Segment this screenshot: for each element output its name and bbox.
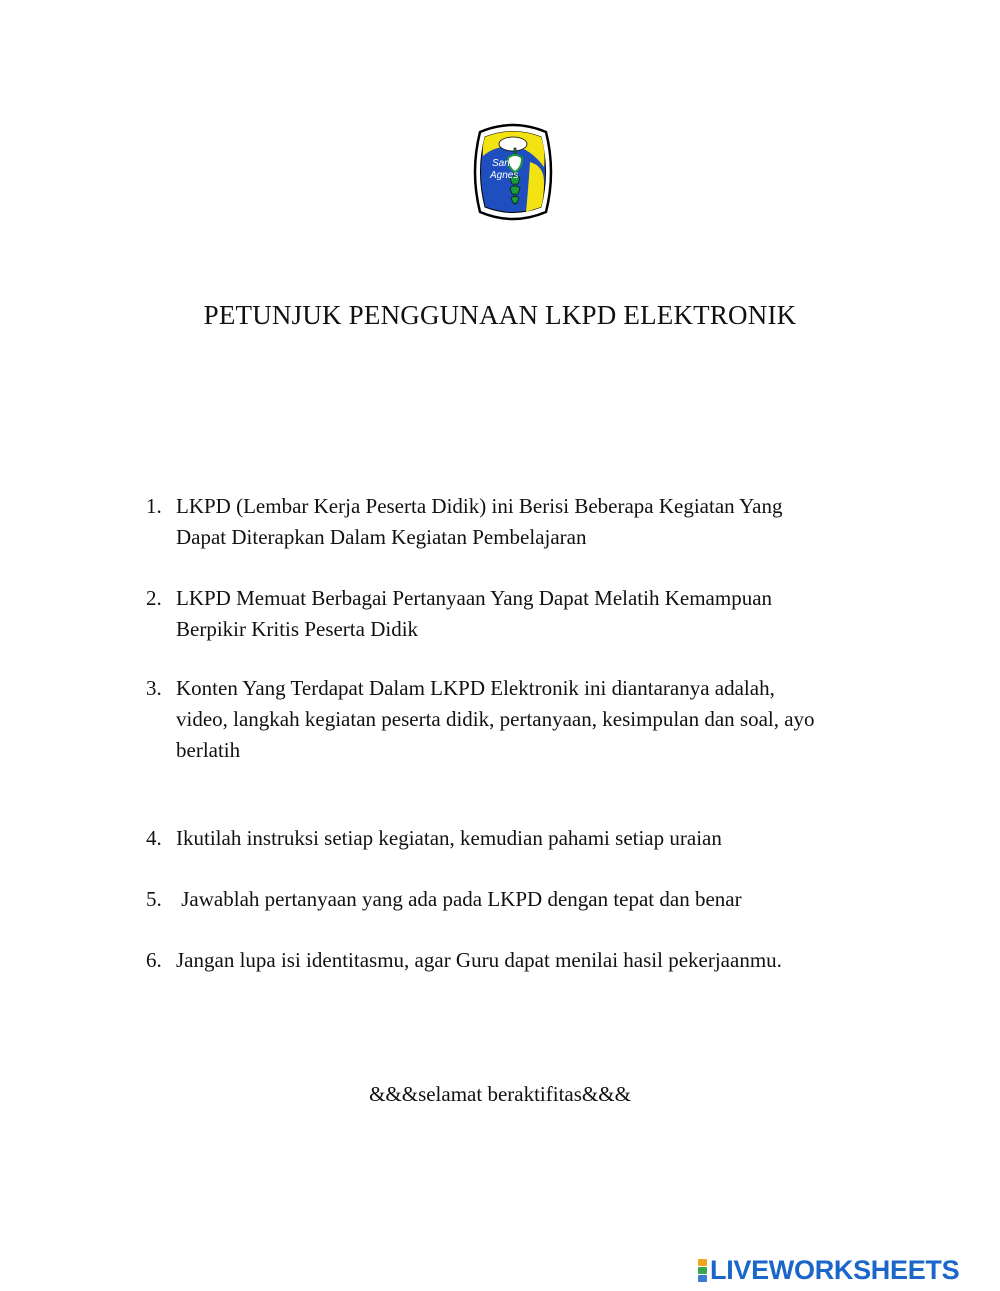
brand-logo-icon: [698, 1259, 707, 1282]
instruction-item: [146, 583, 886, 645]
instruction-item: [146, 491, 886, 553]
instruction-line: Jangan lupa isi identitasmu, agar Guru dapat menilai hasil pekerjaanmu.: [176, 948, 782, 972]
instruction-number: 3.: [146, 676, 162, 700]
instruction-line: Berpikir Kritis Peserta Didik: [176, 617, 419, 641]
instruction-line: Dapat Diterapkan Dalam Kegiatan Pembelajaran: [176, 525, 587, 549]
instruction-item: [146, 673, 886, 766]
instruction-item: [146, 945, 886, 976]
instruction-line: Ikutilah instruksi setiap kegiatan, kemudian pahami setiap uraian: [176, 826, 722, 850]
instruction-number: 6.: [146, 948, 162, 972]
school-logo: [470, 122, 556, 222]
instruction-line: berlatih: [176, 738, 241, 762]
page-title: PETUNJUK PENGGUNAAN LKPD ELEKTRONIK: [203, 300, 797, 330]
instruction-line: video, langkah kegiatan peserta didik, pertanyaan, kesimpulan dan soal, ayo: [176, 707, 815, 731]
instruction-number: 2.: [146, 586, 162, 610]
instruction-item: [146, 823, 886, 854]
instruction-number: 1.: [146, 494, 162, 518]
instruction-line: Konten Yang Terdapat Dalam LKPD Elektronik ini diantaranya adalah,: [176, 676, 775, 700]
instruction-number: 5.: [146, 887, 162, 911]
logo-text-agnes: Agnes: [490, 170, 519, 181]
instruction-number: 4.: [146, 826, 162, 850]
instruction-line: LKPD (Lembar Kerja Peserta Didik) ini Berisi Beberapa Kegiatan Yang: [176, 494, 783, 518]
instruction-line: LKPD Memuat Berbagai Pertanyaan Yang Dapat Melatih Kemampuan: [176, 586, 773, 610]
closing-text: &&&selamat beraktifitas&&&: [369, 1082, 631, 1106]
logo-text-santa: Santa: [492, 158, 519, 169]
brand-text: LIVEWORKSHEETS: [710, 1254, 960, 1285]
instruction-item: [146, 884, 886, 915]
liveworksheets-brand[interactable]: [698, 1255, 959, 1285]
instruction-line: Jawablah pertanyaan yang ada pada LKPD dengan tepat dan benar: [176, 887, 742, 911]
